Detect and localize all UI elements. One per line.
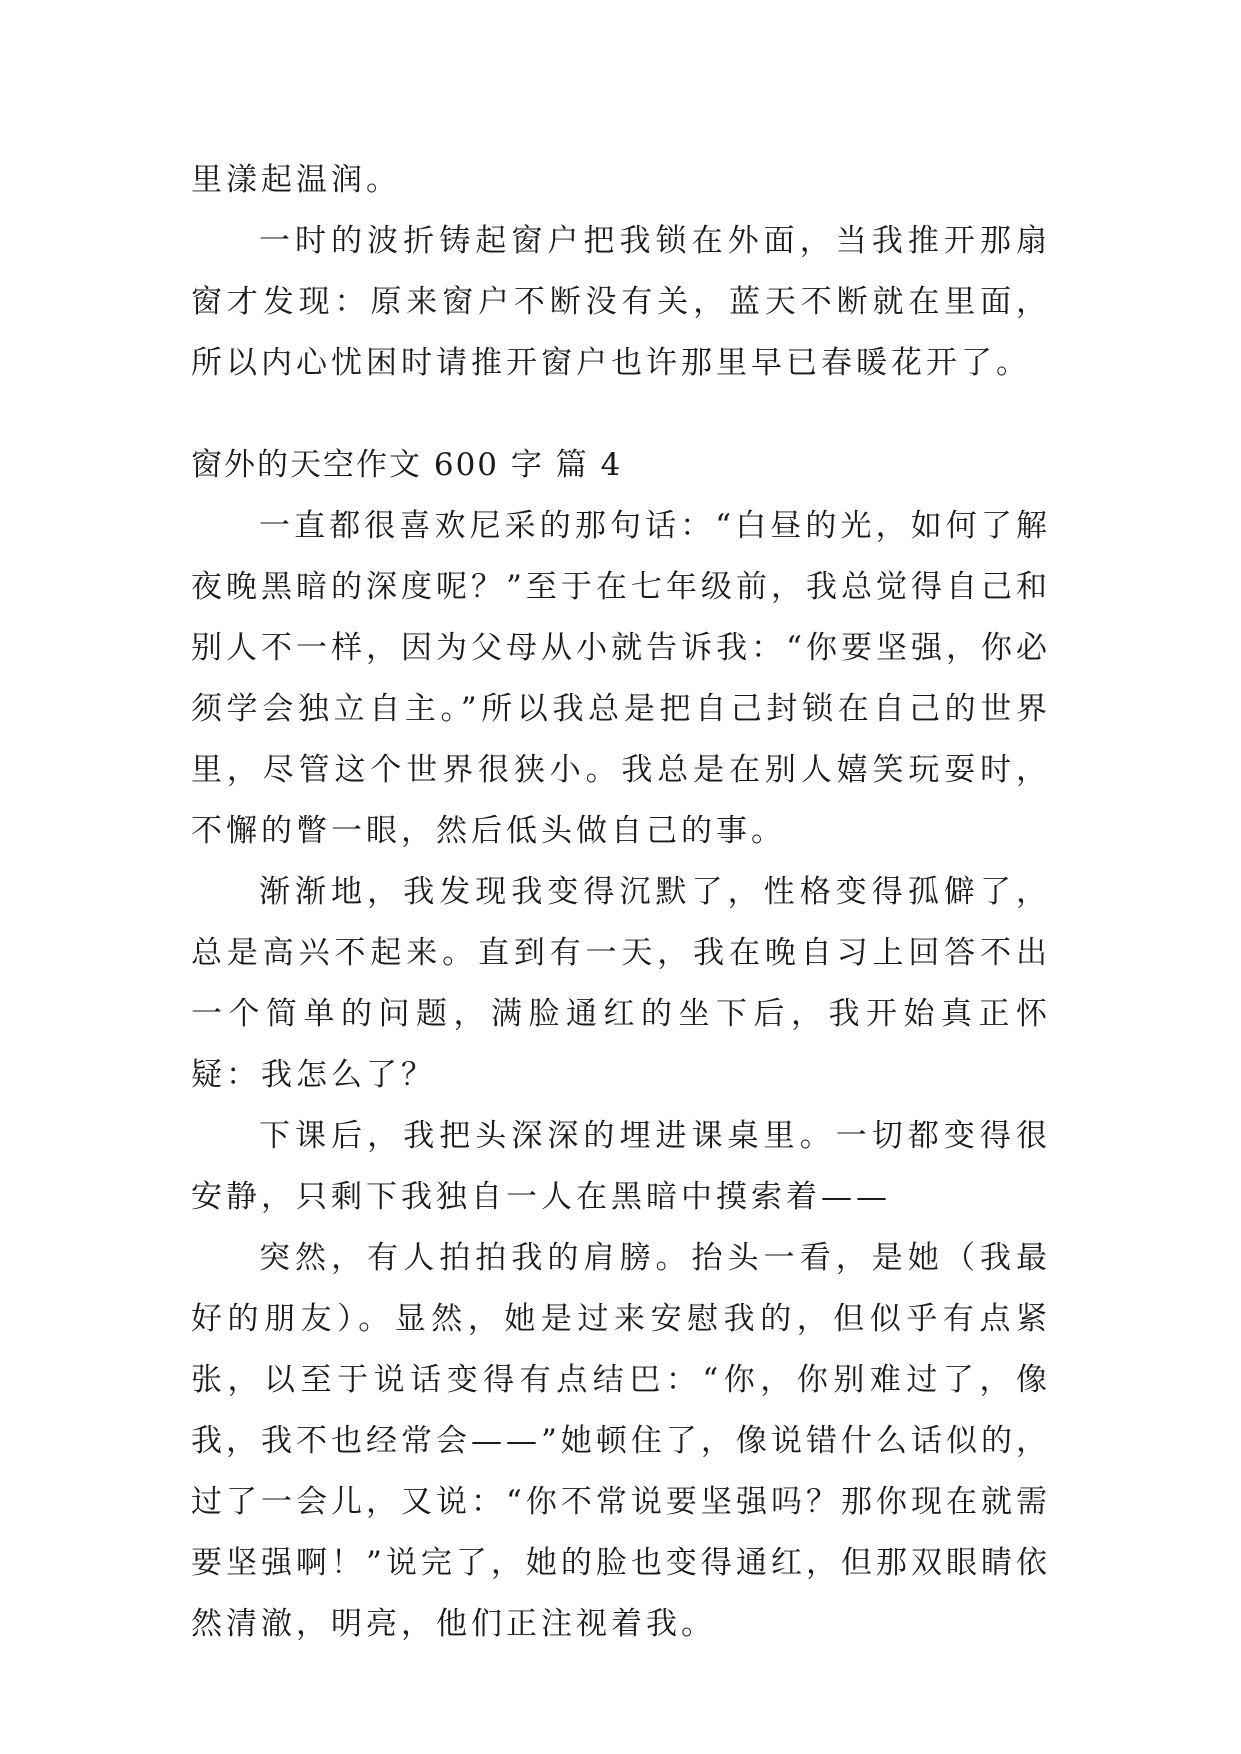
paragraph-continued: 里漾起温润。 (191, 162, 401, 198)
paragraph-silence: 渐渐地，我发现我变得沉默了，性格变得孤僻了，总是高兴不起来。直到有一天，我在晚自习上回答不出一个简单的问题，满脸通红的坐下后，我开始真正怀疑：我怎么了？ (191, 874, 1051, 1093)
paragraph-nietzsche: 一直都很喜欢尼采的那句话：“白昼的光，如何了解夜晚黑暗的深度呢？”至于在七年级前，我总觉得自己和别人不一样，因为父母从小就告诉我：“你要坚强，你必须学会独立自主。”所以我总是把自己封锁在自己的世界里，尽管这个世界很狭小。我总是在别人嬉笑玩耍时，不懈的瞥一眼，然后低头做自己的事。 (191, 508, 1051, 849)
paragraph-friend: 突然，有人拍拍我的肩膀。抬头一看，是她（我最好的朋友）。显然，她是过来安慰我的，但似乎有点紧张，以至于说话变得有点结巴：“你，你别难过了，像我，我不也经常会——”她顿住了，像说错什么话似的，过了一会儿，又说：“你不常说要坚强吗？那你现在就需要坚强啊！”说完了，她的脸也变得通红，但那双眼睛依然清澈，明亮，他们正注视着我。 (191, 1240, 1051, 1642)
section-heading: 窗外的天空作文 600 字 篇 4 (191, 447, 623, 483)
document-page (191, 150, 1051, 1655)
paragraph-window-ending: 一时的波折铸起窗户把我锁在外面，当我推开那扇窗才发现：原来窗户不断没有关，蓝天不断就在里面，所以内心忧困时请推开窗户也许那里早已春暖花开了。 (191, 223, 1051, 381)
paragraph-after-class: 下课后，我把头深深的埋进课桌里。一切都变得很安静，只剩下我独自一人在黑暗中摸索着—— (191, 1118, 1051, 1215)
